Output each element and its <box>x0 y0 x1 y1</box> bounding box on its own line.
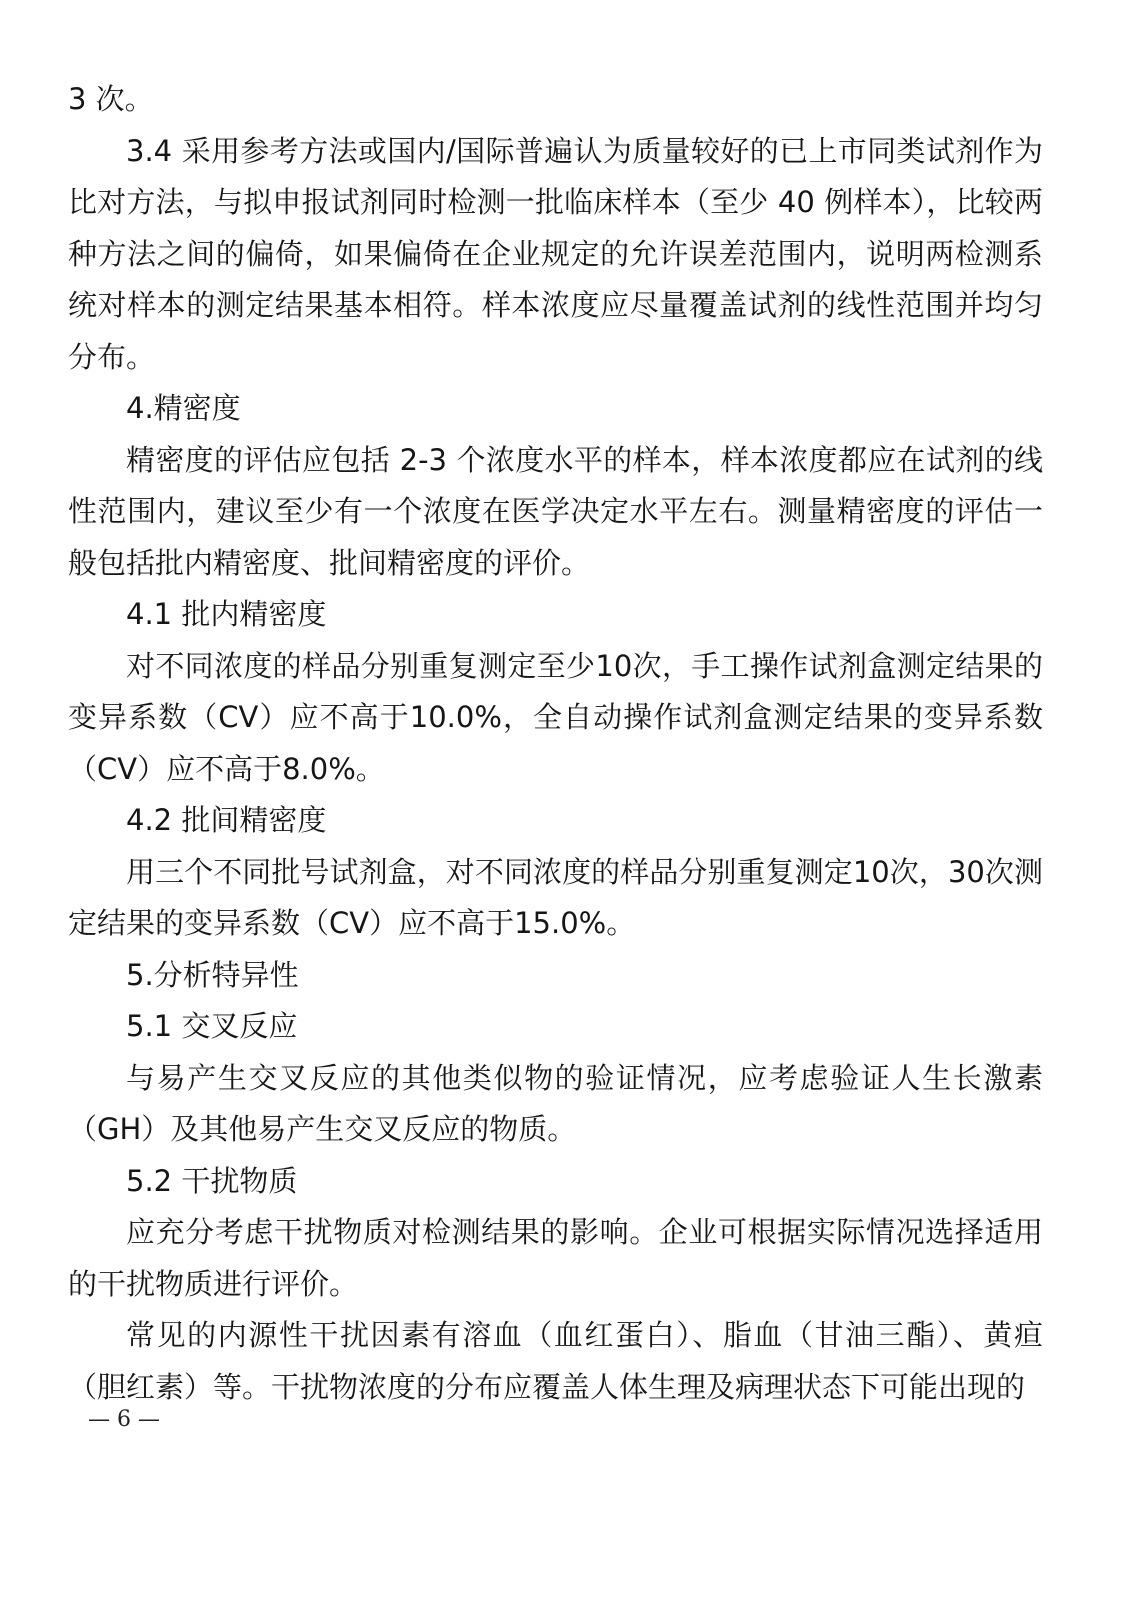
paragraph-precision: 精密度的评估应包括 2-3 个浓度水平的样本，样本浓度都应在试剂的线性范围内，建议至少有一个浓度在医学决定水平左右。测量精密度的评估一般包括批内精密度、批间精密度的评价。 <box>68 442 1043 580</box>
heading-cross-reaction: 5.1 交叉反应 <box>126 1009 298 1043</box>
heading-between-lot-precision: 4.2 批间精密度 <box>126 803 327 837</box>
paragraph-continuation: 3 次。 <box>68 82 154 116</box>
paragraph-between-lot-precision: 用三个不同批号试剂盒，对不同浓度的样品分别重复测定10次，30次测定结果的变异系数（CV）应不高于15.0%。 <box>68 854 1043 940</box>
paragraph-within-run-precision: 对不同浓度的样品分别重复测定至少10次，手工操作试剂盒测定结果的变异系数（CV）应不高于10.0%，全自动操作试剂盒测定结果的变异系数（CV）应不高于8.0%。 <box>68 648 1043 786</box>
body-text <box>68 74 1043 1413</box>
page-number: — 6 — <box>88 1407 160 1432</box>
paragraph-interfering-substances: 应充分考虑干扰物质对检测结果的影响。企业可根据实际情况选择适用的干扰物质进行评价。 <box>68 1215 1043 1301</box>
heading-within-run-precision: 4.1 批内精密度 <box>126 597 327 631</box>
heading-interfering-substances: 5.2 干扰物质 <box>126 1163 298 1198</box>
heading-analytical-specificity: 5.分析特异性 <box>126 957 299 992</box>
paragraph-3-4: 3.4 采用参考方法或国内/国际普遍认为质量较好的已上市同类试剂作为比对方法，与拟申报试剂同时检测一批临床样本（至少 40 例样本），比较两种方法之间的偏倚，如果偏倚在企业规定的允许误差范围内，说明两检测系统对样本的测定结果基本相符。样本浓度应尽量覆盖试剂的线性范围并均匀分布。 <box>68 133 1043 374</box>
paragraph-cross-reaction: 与易产生交叉反应的其他类似物的验证情况，应考虑验证人生长激素（GH）及其他易产生交叉反应的物质。 <box>68 1060 1043 1146</box>
paragraph-endogenous-interference: 常见的内源性干扰因素有溶血（血红蛋白）、脂血（甘油三酯）、黄疸（胆红素）等。干扰物浓度的分布应覆盖人体生理及病理状态下可能出现的 <box>68 1318 1043 1404</box>
heading-precision: 4.精密度 <box>126 391 241 425</box>
